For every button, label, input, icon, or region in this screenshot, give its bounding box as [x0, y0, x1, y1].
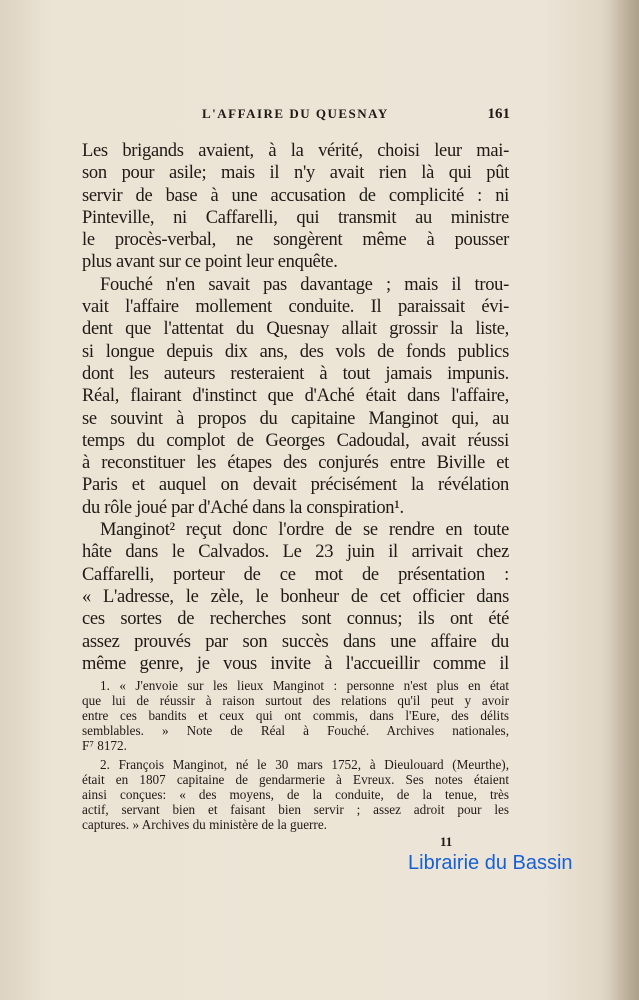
footnote-line: 2. François Manginot, né le 30 mars 1752, à Dieulouard (Meurthe), — [100, 757, 509, 772]
text-line: dont les auteurs resteraient à tout jamais impunis. — [82, 363, 509, 384]
signature-mark: 11 — [440, 834, 453, 849]
watermark: Librairie du Bassin — [408, 852, 573, 874]
text-line: à reconstituer les étapes des conjurés entre Biville et — [82, 453, 509, 474]
text-line: même genre, je vous invite à l'accueillir comme il — [82, 653, 509, 674]
footnote-line: ainsi conçues: « des moyens, de la conduite, de la tenue, très — [82, 787, 509, 802]
text-line: assez prouvés par son succès dans une affaire du — [82, 631, 509, 652]
text-line: Réal, flairant d'instinct que d'Aché était dans l'affaire, — [82, 386, 509, 407]
text-line: Fouché n'en savait pas davantage ; mais il trou- — [100, 274, 509, 295]
footnote-line: était en 1807 capitaine de gendarmerie à Evreux. Ses notes étaient — [82, 772, 509, 787]
text-line: dent que l'attentat du Quesnay allait grossir la liste, — [82, 319, 509, 340]
text-line: le procès-verbal, ne songèrent même à pousser — [82, 230, 509, 251]
running-header — [82, 106, 510, 126]
footnote-line: captures. » Archives du ministère de la guerre. — [82, 817, 327, 832]
page-edge-shadow — [609, 0, 639, 1000]
text-line: si longue depuis dix ans, des vols de fonds publics — [82, 341, 509, 362]
page-number: 161 — [487, 106, 510, 122]
text-line: servir de base à une accusation de complicité : ni — [82, 185, 509, 206]
text-line: plus avant sur ce point leur enquête. — [82, 252, 338, 273]
text-line: vait l'affaire mollement conduite. Il paraissait évi- — [82, 297, 509, 318]
text-line: du rôle joué par d'Aché dans la conspiration¹. — [82, 497, 404, 518]
text-line: son pour asile; mais il n'y avait rien là qui pût — [82, 163, 509, 184]
running-title: L'AFFAIRE DU QUESNAY — [202, 106, 389, 121]
body-text — [82, 140, 509, 675]
text-line: Paris et auquel on devait précisément la révélation — [82, 475, 509, 496]
footnote-line: 1. « J'envoie sur les lieux Manginot : personne n'est plus en état — [100, 678, 509, 693]
footnote-line: semblables. » Note de Réal à Fouché. Archives nationales, — [82, 723, 509, 738]
text-line: Pinteville, ni Caffarelli, qui transmit au ministre — [82, 207, 509, 228]
text-line: se souvint à propos du capitaine Manginot qui, au — [82, 408, 509, 429]
footnotes — [82, 678, 509, 832]
footnote-line: que lui de réussir à raison surtout des relations qu'il peut y avoir — [82, 693, 509, 708]
footnote-line: F⁷ 8172. — [82, 738, 127, 753]
text-line: Manginot² reçut donc l'ordre de se rendre en toute — [100, 520, 509, 541]
footnote — [82, 757, 509, 832]
text-line: « L'adresse, le zèle, le bonheur de cet officier dans — [82, 586, 509, 607]
footnote-line: entre ces bandits et ceux qui ont commis, dans l'Eure, des délits — [82, 708, 509, 723]
text-line: hâte dans le Calvados. Le 23 juin il arrivait chez — [82, 542, 509, 563]
text-line: ces sortes de recherches sont connus; ils ont été — [82, 609, 509, 630]
text-line: Les brigands avaient, à la vérité, choisi leur mai- — [82, 141, 509, 161]
text-line: temps du complot de Georges Cadoudal, avait réussi — [82, 430, 509, 451]
footnote-line: actif, servant bien et faisant bien servir ; assez adroit pour les — [82, 802, 509, 817]
footnote — [82, 678, 509, 753]
text-line: Caffarelli, porteur de ce mot de présentation : — [82, 564, 509, 585]
